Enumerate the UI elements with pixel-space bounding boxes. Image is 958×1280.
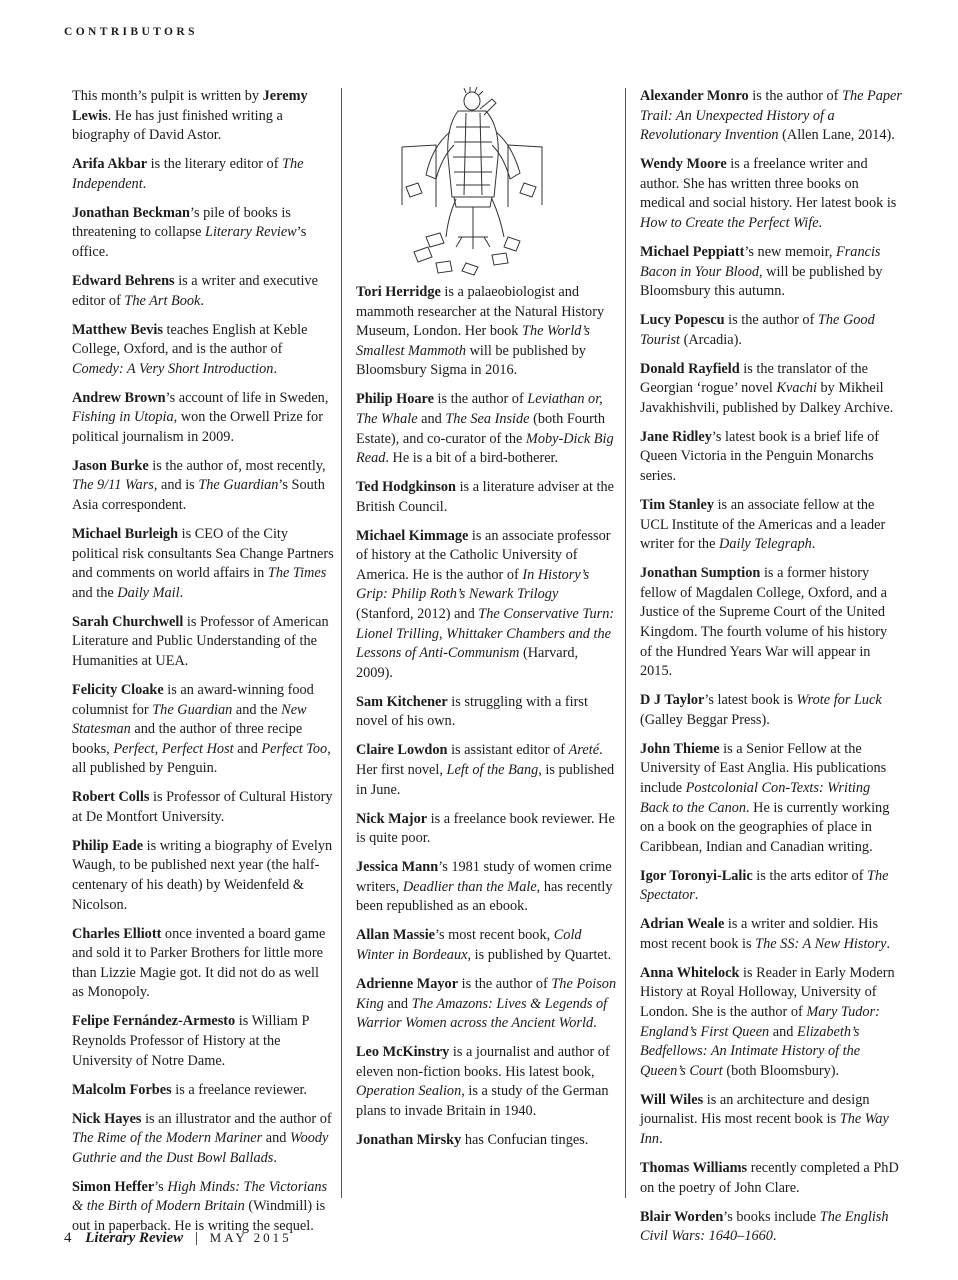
contributor-name: Andrew Brown <box>72 389 166 406</box>
contributor-name: Nick Major <box>356 810 428 827</box>
page-number: 4 <box>64 1230 72 1246</box>
work-title: The World’s Smallest Mammoth <box>356 323 590 359</box>
contributor-name: Nick Hayes <box>72 1110 142 1127</box>
entry-text: is a palaeobiologist and mammoth researcher at the Natural History Museum, London. Her book <box>356 284 605 340</box>
entry-text: . <box>659 1130 663 1147</box>
contributor-name: Michael Burleigh <box>72 526 179 543</box>
contributor-entry <box>72 389 334 448</box>
entry-text: by Mikheil Javakhishvili, published by Dalkey Archive. <box>640 380 894 416</box>
contributor-name: Ted Hodgkinson <box>356 479 457 496</box>
entry-text: . He has just finished writing a biography of David Astor. <box>72 107 283 144</box>
contributor-name: Jason Burke <box>72 457 149 474</box>
entry-text: will be published by Bloomsbury Sigma in 2016. <box>356 342 586 379</box>
entry-text: is CEO of the City political risk consultants Sea Change Partners and comments on world affairs in <box>72 526 334 582</box>
entry-text: is an associate fellow at the UCL Institute of the Americas and a leader writer for the <box>640 497 886 553</box>
contributor-entry <box>72 1081 334 1101</box>
contributor-entry <box>356 975 618 1034</box>
contributor-entry <box>72 613 334 672</box>
contributor-name: Jonathan Sumption <box>640 565 761 582</box>
contributor-entry <box>72 272 334 311</box>
entry-text: . Her first novel, <box>356 742 603 779</box>
work-title: Operation Sealion <box>356 1083 462 1100</box>
entry-text: . He is a bit of a bird-botherer. <box>385 450 559 467</box>
entry-text: . <box>772 1228 777 1245</box>
entry-text: . <box>886 935 891 952</box>
contributor-name: Jeremy Lewis <box>72 88 308 124</box>
entry-text: (Stanford, 2012) and <box>356 606 479 623</box>
work-title: The Times <box>267 565 327 582</box>
entry-text: ’s new memoir, <box>744 243 836 260</box>
contributor-name: Charles Elliott <box>72 925 162 942</box>
contributor-entry <box>356 858 618 917</box>
entry-text: and <box>383 995 412 1012</box>
contributor-entry <box>72 525 334 603</box>
entry-text: ’s 1981 study of women crime writers, <box>356 859 612 895</box>
entry-text: ’s latest book is <box>704 692 797 709</box>
work-title: Perfect <box>113 740 155 757</box>
contributors-column-2 <box>356 87 618 1160</box>
entry-text: is assistant editor of <box>447 742 569 759</box>
contributors-column-3 <box>640 87 902 1256</box>
entry-text: is a literature adviser at the British Council. <box>356 479 615 515</box>
contributor-name: Sarah Churchwell <box>72 613 184 630</box>
work-title: The Spectator <box>640 867 889 904</box>
contributor-entry <box>640 1091 902 1150</box>
work-title: Postcolonial Con-Texts: Writing Back to the Canon <box>640 779 871 816</box>
entry-text: (Arcadia). <box>680 331 742 348</box>
entry-text: . <box>818 214 823 231</box>
contributor-name: Donald Rayfield <box>640 360 740 377</box>
contributor-name: Edward Behrens <box>72 272 175 289</box>
contributor-entry <box>356 1043 618 1121</box>
contributor-entry <box>356 390 618 468</box>
contributor-name: Arifa Akbar <box>72 156 148 173</box>
entry-text: (Windmill) is out in paperback. He is writing the sequel. <box>72 1198 326 1234</box>
contributor-name: Allan Massie <box>356 927 436 944</box>
entry-text: , all published by Penguin. <box>72 740 331 777</box>
entry-text: is a journalist and author of eleven non-fiction books. His latest book, <box>356 1044 610 1080</box>
contributor-entry <box>72 1012 334 1071</box>
work-title: The Independent <box>72 156 304 192</box>
contributor-entry <box>72 681 334 779</box>
entry-text: is the arts editor of <box>752 867 868 884</box>
work-title: Daily Telegraph <box>719 536 812 553</box>
work-title: The Poison King <box>356 975 617 1012</box>
entry-text: , is published in June. <box>356 762 615 798</box>
entry-text: is a freelance book reviewer. He is quite poor. <box>356 810 615 847</box>
work-title: How to Create the Perfect Wife <box>640 214 819 231</box>
contributor-name: Blair Worden <box>640 1208 724 1225</box>
contributor-name: Wendy Moore <box>640 156 727 173</box>
entry-text: (Allen Lane, 2014). <box>778 127 895 144</box>
contributor-name: Philip Eade <box>72 837 144 854</box>
work-title: The Rime of the Modern Mariner <box>72 1130 263 1147</box>
contributor-name: Jonathan Mirsky <box>356 1131 462 1148</box>
entry-text: , is a study of the German plans to invade Britain in 1940. <box>356 1083 609 1119</box>
entry-text: and <box>233 740 262 757</box>
contributor-entry <box>640 360 902 419</box>
contributor-entry <box>356 741 618 800</box>
work-title: Moby-Dick Big Read <box>356 430 614 467</box>
entry-text: is a freelance writer and author. She has written three books on medical and social history. Her latest book is <box>640 156 897 212</box>
entry-text: is William P Reynolds Professor of History at the University of Notre Dame. <box>72 1013 309 1069</box>
contributor-name: Malcolm Forbes <box>72 1081 172 1098</box>
entry-text: ’s South Asia correspondent. <box>72 477 325 514</box>
issue-date: MAY 2015 <box>209 1230 292 1245</box>
entry-text: teaches English at Keble College, Oxford, and is the author of <box>72 321 308 358</box>
contributor-entry <box>72 87 334 146</box>
contributor-name: Jane Ridley <box>640 428 712 445</box>
entry-text: and the <box>232 701 282 718</box>
section-header: CONTRIBUTORS <box>64 26 198 38</box>
contributor-name: Claire Lowdon <box>356 742 448 759</box>
entry-text: This month’s pulpit is written by <box>72 88 263 104</box>
contributor-name: Alexander Monro <box>640 88 749 104</box>
entry-text: is the translator of the Georgian ‘rogue’ novel <box>640 360 868 397</box>
entry-text: ’s most recent book, <box>435 927 554 944</box>
contributor-name: Philip Hoare <box>356 391 434 408</box>
work-title: Left of the Bang <box>446 762 539 779</box>
work-title: The Art Book <box>124 292 201 309</box>
contributor-entry <box>356 478 618 517</box>
work-title: Leviathan or, The Whale <box>356 391 603 427</box>
entry-text: is writing a biography of Evelyn Waugh, to be published next year (the half-centenary of his death) by Weidenfeld & Nicolson. <box>72 837 333 913</box>
work-title: Fishing in Utopia <box>72 409 174 426</box>
contributor-name: Simon Heffer <box>72 1178 155 1195</box>
contributor-entry <box>640 155 902 233</box>
work-title: The Way Inn <box>640 1111 889 1147</box>
contributor-name: Leo McKinstry <box>356 1044 450 1061</box>
work-title: The Conservative Turn: Lionel Trilling, Whittaker Chambers and the Lessons of Anti-Communism <box>356 606 615 662</box>
entry-text: , has recently been republished as an ebook. <box>356 878 613 915</box>
contributor-entry <box>72 457 334 516</box>
entry-text: is a writer and soldier. His most recent book is <box>640 916 879 952</box>
contributor-name: Sam Kitchener <box>356 693 448 710</box>
contributor-name: D J Taylor <box>640 692 705 709</box>
contributor-name: Igor Toronyi-Lalic <box>640 867 753 884</box>
work-title: The Sea Inside <box>445 410 530 427</box>
contributor-name: Thomas Williams <box>640 1159 748 1176</box>
entry-text: (both Fourth Estate), and co-curator of the <box>356 410 605 447</box>
entry-text: and <box>262 1130 290 1147</box>
contributor-name: Michael Kimmage <box>356 527 469 544</box>
entry-text: is the author of, most recently, <box>148 457 326 474</box>
entry-text: is an illustrator and the author of <box>141 1110 332 1127</box>
work-title: Daily Mail <box>117 584 180 601</box>
entry-text: is a former history fellow of Magdalen College, Oxford, and a Justice of the Supreme Court of the United Kingdom. The fourth volume of his history of the Hundred Years War will appear in 2015. <box>640 565 888 680</box>
work-title: New Statesman <box>72 701 307 738</box>
column-divider <box>341 88 342 1198</box>
contributor-name: Adrian Weale <box>640 916 725 933</box>
contributor-entry <box>640 691 902 730</box>
contributor-entry <box>72 788 334 827</box>
contributor-name: Jonathan Beckman <box>72 204 190 221</box>
contributor-name: Adrienne Mayor <box>356 975 459 992</box>
work-title: The SS: A New History <box>755 935 887 952</box>
entry-text: and <box>769 1023 797 1040</box>
contributor-entry <box>72 321 334 380</box>
entry-text: is Reader in Early Modern History at Royal Holloway, University of London. She is the author of <box>640 964 895 1021</box>
contributor-name: Michael Peppiatt <box>640 243 745 260</box>
entry-text: is the author of <box>458 975 552 992</box>
column-divider <box>625 88 626 1198</box>
contributor-name: John Thieme <box>640 740 720 757</box>
contributor-name: Anna Whitelock <box>640 964 740 981</box>
contributor-entry <box>640 1208 902 1247</box>
entry-text: . <box>694 887 699 904</box>
entry-text: ’s office. <box>72 224 307 260</box>
contributor-entry <box>640 496 902 555</box>
entry-text: is Professor of Cultural History at De Montfort University. <box>72 789 333 825</box>
entry-text: ’s <box>154 1178 168 1195</box>
entry-text: and <box>417 410 446 427</box>
contributors-column-1 <box>72 87 334 1246</box>
entry-text: ’s latest book is a brief life of Queen Victoria in the Penguin Monarchs series. <box>640 428 880 485</box>
entry-text: , will be published by Bloomsbury this autumn. <box>640 263 883 300</box>
contributor-name: Will Wiles <box>640 1091 704 1108</box>
work-title: In History’s Grip: Philip Roth’s Newark Trilogy <box>356 566 590 603</box>
entry-text: , and is <box>153 477 199 494</box>
entry-text: , is published by Quartet. <box>467 946 612 963</box>
work-title: Perfect Host <box>161 740 234 757</box>
work-title: The Guardian <box>198 477 279 494</box>
contributor-entry <box>640 867 902 906</box>
contributor-entry <box>640 428 902 487</box>
entry-text: is the literary editor of <box>147 156 283 173</box>
entry-text: is an associate professor of history at the Catholic University of America. He is the author of <box>356 527 611 583</box>
work-title: The Amazons: Lives & Legends of Warrior Women across the Ancient World <box>356 995 608 1032</box>
entry-text: (Galley Beggar Press). <box>640 711 770 728</box>
contributor-name: Tim Stanley <box>640 497 715 514</box>
work-title: Wrote for Luck <box>796 692 882 709</box>
entry-text: . <box>273 1149 277 1166</box>
entry-text: (Harvard, 2009). <box>356 645 579 681</box>
contributor-entry <box>72 1178 334 1237</box>
contributor-entry <box>72 204 334 263</box>
entry-text: and the author of three recipe books, <box>72 721 303 757</box>
contributor-entry <box>72 155 334 194</box>
contributor-entry <box>640 740 902 858</box>
contributor-entry <box>356 693 618 732</box>
contributor-entry <box>72 925 334 1003</box>
work-title: Literary Review <box>205 224 297 241</box>
contributor-entry <box>640 1159 902 1198</box>
entry-text: and the <box>72 584 118 601</box>
work-title: Perfect Too <box>261 740 328 757</box>
contributor-name: Robert Colls <box>72 789 150 806</box>
contributor-entry <box>356 926 618 965</box>
contributor-entry <box>640 243 902 302</box>
entry-text: is a freelance reviewer. <box>171 1081 307 1098</box>
contributor-name: Lucy Popescu <box>640 312 725 329</box>
entry-text: . <box>142 175 147 192</box>
contributor-name: Tori Herridge <box>356 284 441 300</box>
work-title: Elizabeth’s Bedfellows: An Intimate History of the Queen’s Court <box>640 1023 861 1079</box>
entry-text: , won the Orwell Prize for political journalism in 2009. <box>72 409 323 445</box>
work-title: High Minds: The Victorians & the Birth of Modern Britain <box>72 1178 328 1215</box>
contributor-entry <box>640 964 902 1082</box>
entry-text: ’s account of life in Sweden, <box>165 389 329 406</box>
work-title: Mary Tudor: England’s First Queen <box>640 1004 880 1040</box>
work-title: Areté <box>568 742 600 759</box>
entry-text: has Confucian tinges. <box>461 1131 589 1148</box>
work-title: The English Civil Wars: 1640–1660 <box>640 1208 889 1245</box>
contributor-entry <box>640 311 902 350</box>
work-title: The Guardian <box>152 701 233 718</box>
entry-text: ’s pile of books is threatening to collapse <box>72 204 291 241</box>
contributor-entry <box>640 915 902 954</box>
entry-text: is an architecture and design journalist. His most recent book is <box>640 1091 870 1128</box>
work-title: Cold Winter in Bordeaux <box>356 927 582 963</box>
work-title: Comedy: A Very Short Introduction <box>72 360 274 377</box>
entry-text: is the author of <box>433 391 528 408</box>
entry-text: , <box>154 740 162 757</box>
contributor-name: Felicity Cloake <box>72 681 164 698</box>
entry-text: is the author of <box>748 88 842 104</box>
writer-at-desk-illustration <box>356 87 618 279</box>
contributor-entry <box>356 1131 618 1151</box>
entry-text: is an award-winning food columnist for <box>72 681 314 718</box>
contributor-entry <box>356 810 618 849</box>
entry-text: (both Bloomsbury). <box>722 1062 840 1079</box>
contributor-name: Matthew Bevis <box>72 321 163 338</box>
work-title: The Good Tourist <box>640 312 875 348</box>
contributor-entry <box>72 837 334 915</box>
contributor-name: Felipe Fernández-Armesto <box>72 1013 236 1030</box>
entry-text: is a Senior Fellow at the University of East Anglia. His publications include <box>640 740 887 796</box>
contributor-entry <box>356 527 618 684</box>
entry-text: . <box>811 536 816 553</box>
contributor-entry <box>640 564 902 682</box>
entry-text: is struggling with a first novel of his own. <box>356 693 588 730</box>
magazine-title: Literary Review <box>85 1230 184 1246</box>
contributor-entry <box>356 283 618 381</box>
entry-text: . <box>179 584 184 601</box>
entry-text: is Professor of American Literature and Public Understanding of the Humanities at UEA. <box>72 613 329 669</box>
entry-text: recently completed a PhD on the poetry of John Clare. <box>640 1159 899 1196</box>
footer-separator: | <box>194 1230 198 1246</box>
work-title: The Paper Trail: An Unexpected History of a Revolutionary Invention <box>640 88 902 144</box>
work-title: Deadlier than the Male <box>402 878 537 895</box>
entry-text: is the author of <box>724 312 818 329</box>
work-title: Francis Bacon in Your Blood <box>640 243 881 280</box>
work-title: Kvachi <box>776 380 817 397</box>
work-title: Woody Guthrie and the Dust Bowl Ballads <box>72 1130 329 1166</box>
entry-text: . <box>273 360 278 377</box>
page-footer <box>64 1230 292 1247</box>
contributor-entry <box>640 87 902 146</box>
contributor-name: Jessica Mann <box>356 859 439 876</box>
entry-text: . <box>593 1015 597 1032</box>
entry-text: ’s books include <box>723 1208 820 1225</box>
work-title: The 9/11 Wars <box>72 477 154 494</box>
entry-text: . <box>200 292 204 309</box>
entry-text: once invented a board game and sold it to Parker Brothers for little more than Lizzie Magie got. It did not do as well as Monopoly. <box>72 925 326 1001</box>
entry-text: is a writer and executive editor of <box>72 272 318 309</box>
contributor-entry <box>72 1110 334 1169</box>
entry-text: . He is currently working on a book on the geographies of place in Caribbean, Indian and Canadian writing. <box>640 799 890 855</box>
